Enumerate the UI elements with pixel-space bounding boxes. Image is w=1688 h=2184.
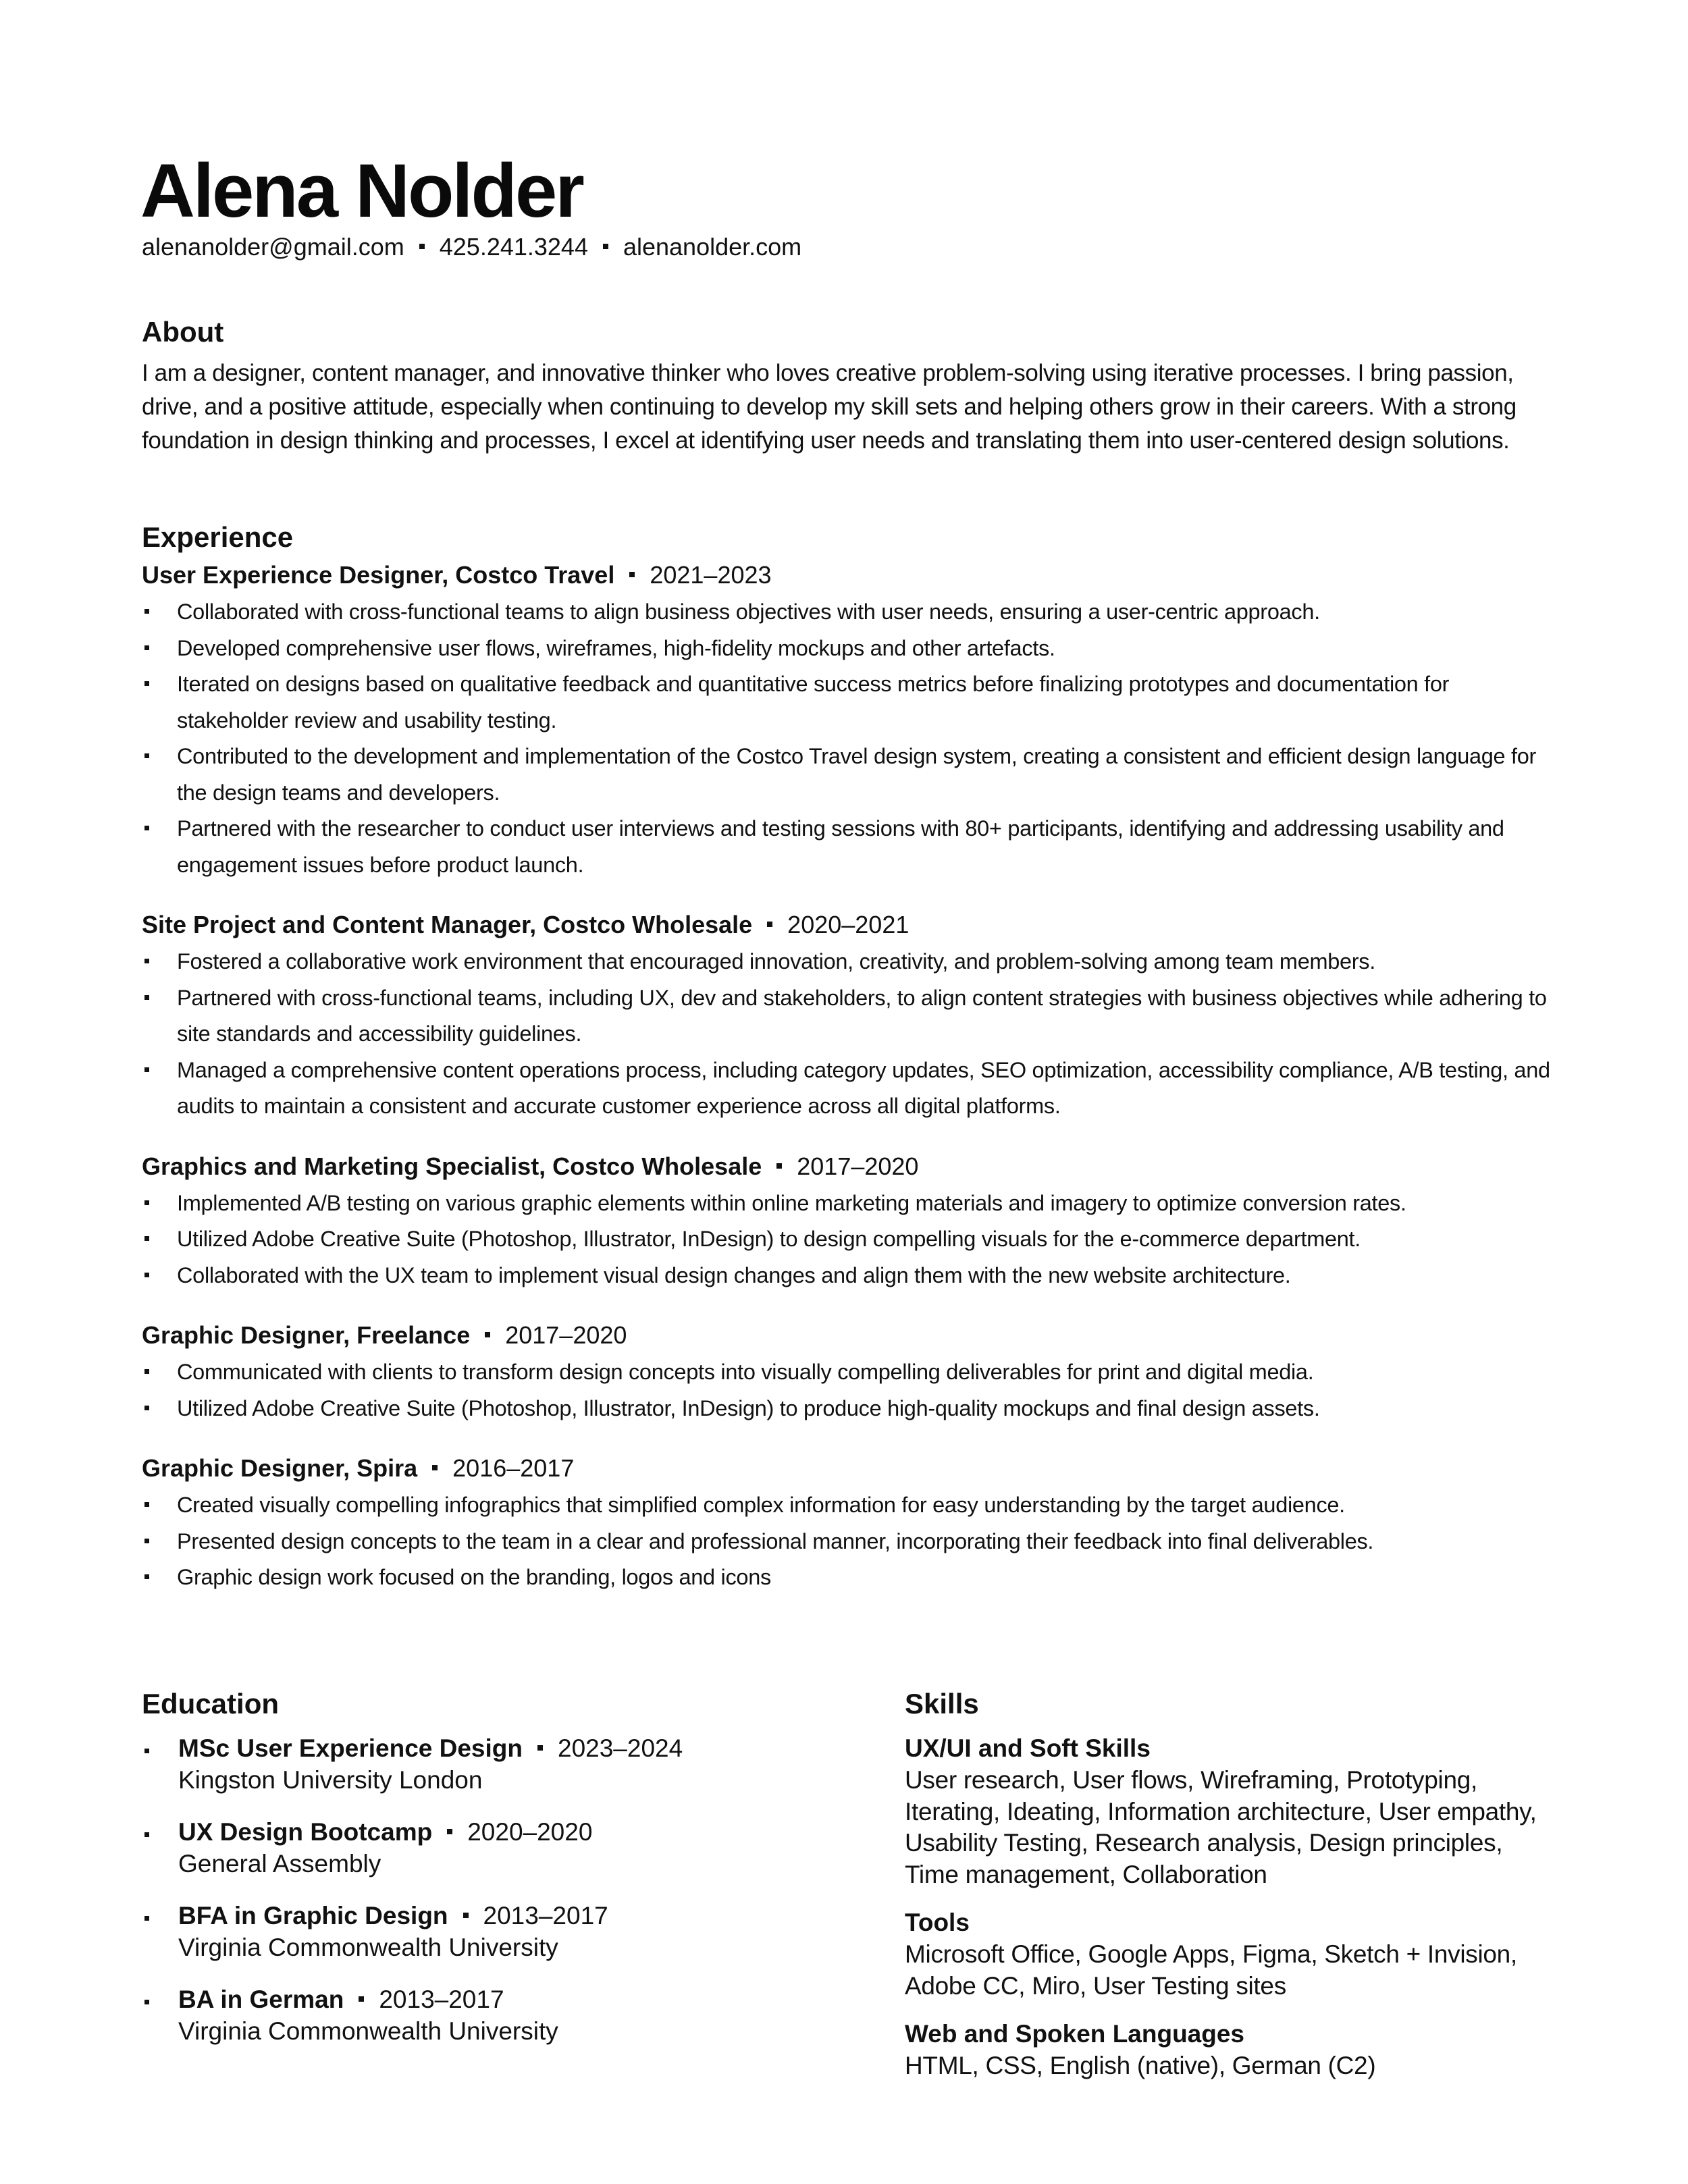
list-item — [142, 1053, 1553, 1125]
bullet-icon — [144, 826, 149, 830]
job-title: Site Project and Content Manager, Costco Wholesale — [142, 911, 753, 938]
education-degree: BA in German — [178, 1986, 344, 2013]
job-dates: 2017–2020 — [797, 1152, 919, 1180]
about-text: I am a designer, content manager, and innovative thinker who loves creative problem-solving using iterative processes. I bring passion, drive, and a positive attitude, especially when continuing to develop my skill sets and helping others grow in their careers. With a strong foundation in design thinking and processes, I excel at identifying user needs and translating them into user-centered design solutions. — [142, 360, 1516, 454]
education-section — [142, 1685, 817, 2067]
job-bullets — [142, 1354, 1553, 1427]
job-title: User Experience Designer, Costco Travel — [142, 561, 615, 589]
skill-group-title: UX/UI and Soft Skills — [905, 1734, 1151, 1762]
skill-group-text: Microsoft Office, Google Apps, Figma, Sketch + Invision, Adobe CC, Miro, User Testing sites — [905, 1940, 1517, 2000]
separator-icon — [629, 572, 635, 577]
education-degree: UX Design Bootcamp — [178, 1818, 433, 1846]
list-item — [142, 811, 1553, 883]
bullet-icon — [144, 959, 149, 963]
bullet-icon — [144, 1832, 149, 1837]
bullet-icon — [144, 995, 149, 1000]
bullet-text: Managed a comprehensive content operations process, including category updates, SEO optimization, accessibility compliance, A/B testing, and audits to maintain a consistent and accurate customer experience across all digital platforms. — [177, 1057, 1550, 1118]
skill-group-text: User research, User flows, Wireframing, Prototyping, Iterating, Ideating, Information architecture, User empathy, Usability Testing, Research analysis, Design principles, Time management, Collaboration — [905, 1766, 1537, 1888]
job-header — [142, 1148, 1553, 1186]
bullet-icon — [144, 1749, 149, 1753]
job-entry — [142, 1148, 1553, 1294]
bullet-text: Graphic design work focused on the branding, logos and icons — [177, 1565, 771, 1589]
list-item — [142, 1524, 1553, 1560]
job-header — [142, 1316, 1553, 1354]
separator-icon — [447, 1829, 452, 1834]
separator-icon — [463, 1913, 469, 1918]
education-school: Virginia Commonwealth University — [178, 2017, 558, 2045]
education-item — [142, 1732, 817, 1796]
email-link[interactable]: alenanolder@gmail.com — [142, 233, 404, 261]
education-school: General Assembly — [178, 1850, 381, 1877]
job-bullets — [142, 1186, 1553, 1294]
about-section — [142, 313, 1553, 458]
bullet-text: Fostered a collaborative work environment that encouraged innovation, creativity, and problem-solving among team members. — [177, 949, 1375, 974]
bullet-icon — [144, 1273, 149, 1277]
education-item — [142, 1900, 817, 1963]
education-item — [142, 1983, 817, 2047]
bullet-text: Iterated on designs based on qualitative feedback and quantitative success metrics before finalizing prototypes and documentation for stakeholder review and usability testing. — [177, 672, 1450, 733]
job-title: Graphic Designer, Spira — [142, 1454, 418, 1482]
bullet-icon — [144, 1539, 149, 1543]
education-heading: Education — [142, 1688, 280, 1720]
experience-section — [142, 518, 1553, 1619]
bullet-icon — [144, 1916, 149, 1921]
separator-icon — [603, 244, 608, 249]
skill-group-title: Web and Spoken Languages — [905, 2020, 1245, 2048]
list-item — [142, 594, 1553, 631]
phone-number[interactable]: 425.241.3244 — [439, 233, 588, 261]
job-dates: 2016–2017 — [452, 1454, 575, 1482]
separator-icon — [537, 1745, 543, 1751]
bullet-icon — [144, 681, 149, 686]
list-item — [142, 1221, 1553, 1258]
bullet-icon — [144, 1067, 149, 1072]
education-header — [178, 1900, 817, 1932]
bullet-icon — [144, 1406, 149, 1410]
list-item — [142, 1186, 1553, 1222]
bullet-text: Collaborated with the UX team to implement visual design changes and align them with the new website architecture. — [177, 1262, 1291, 1287]
bullet-text: Presented design concepts to the team in a clear and professional manner, incorporating their feedback into final deliverables. — [177, 1528, 1374, 1553]
bullet-icon — [144, 609, 149, 614]
education-dates: 2013–2017 — [483, 1902, 608, 1929]
skill-group — [905, 1732, 1560, 1890]
list-item — [142, 1354, 1553, 1391]
bullet-icon — [144, 1236, 149, 1241]
about-heading: About — [142, 316, 224, 348]
education-school: Virginia Commonwealth University — [178, 1934, 558, 1961]
skill-group — [905, 1907, 1560, 2002]
bullet-icon — [144, 1200, 149, 1205]
skill-group-text: HTML, CSS, English (native), German (C2) — [905, 2052, 1376, 2079]
separator-icon — [419, 244, 425, 249]
bullet-text: Utilized Adobe Creative Suite (Photoshop, Illustrator, InDesign) to design compelling visuals for the e-commerce department. — [177, 1227, 1361, 1251]
job-entry — [142, 906, 1553, 1125]
education-dates: 2020–2020 — [467, 1818, 593, 1846]
separator-icon — [359, 1996, 364, 2002]
list-item — [142, 980, 1553, 1053]
job-header — [142, 906, 1553, 944]
bullet-icon — [144, 1574, 149, 1579]
job-dates: 2021–2023 — [650, 561, 772, 589]
bullet-text: Communicated with clients to transform design concepts into visually compelling deliverables for print and digital media. — [177, 1360, 1314, 1384]
bullet-icon — [144, 1369, 149, 1374]
job-title: Graphics and Marketing Specialist, Costco Wholesale — [142, 1152, 762, 1180]
experience-heading: Experience — [142, 521, 294, 553]
candidate-name: Alena Nolder — [140, 149, 583, 233]
job-entry — [142, 1449, 1553, 1596]
job-entry — [142, 1316, 1553, 1427]
bullet-text: Partnered with cross-functional teams, including UX, dev and stakeholders, to align content strategies with business objectives while adhering to site standards and accessibility guidelines. — [177, 985, 1547, 1046]
bullet-icon — [144, 645, 149, 650]
education-item — [142, 1816, 817, 1880]
list-item — [142, 739, 1553, 811]
education-dates: 2013–2017 — [379, 1986, 504, 2013]
education-school: Kingston University London — [178, 1766, 483, 1794]
contact-line — [142, 231, 801, 263]
job-header — [142, 1449, 1553, 1487]
education-header — [178, 1983, 817, 2016]
education-header — [178, 1732, 817, 1765]
list-item — [142, 631, 1553, 667]
job-bullets — [142, 944, 1553, 1125]
education-dates: 2023–2024 — [558, 1734, 683, 1762]
job-bullets — [142, 1487, 1553, 1596]
bullet-icon — [144, 2000, 149, 2004]
education-degree: BFA in Graphic Design — [178, 1902, 448, 1929]
separator-icon — [767, 922, 772, 927]
education-degree: MSc User Experience Design — [178, 1734, 523, 1762]
separator-icon — [432, 1465, 438, 1470]
list-item — [142, 1258, 1553, 1294]
job-header — [142, 556, 1553, 594]
skill-group — [905, 2018, 1560, 2082]
separator-icon — [776, 1163, 782, 1169]
bullet-text: Implemented A/B testing on various graphic elements within online marketing materials and imagery to optimize conversion rates. — [177, 1190, 1406, 1215]
list-item — [142, 1560, 1553, 1596]
job-title: Graphic Designer, Freelance — [142, 1321, 471, 1349]
separator-icon — [485, 1332, 490, 1337]
bullet-icon — [144, 1502, 149, 1507]
list-item — [142, 944, 1553, 980]
job-entry — [142, 556, 1553, 883]
bullet-text: Collaborated with cross-functional teams to align business objectives with user needs, ensuring a user-centric approach. — [177, 600, 1320, 624]
list-item — [142, 1391, 1553, 1427]
skills-heading: Skills — [905, 1688, 979, 1720]
job-dates: 2017–2020 — [505, 1321, 627, 1349]
list-item — [142, 1487, 1553, 1524]
skills-section — [905, 1685, 1560, 2098]
list-item — [142, 666, 1553, 739]
bullet-text: Contributed to the development and implementation of the Costco Travel design system, creating a consistent and efficient design language for the design teams and developers. — [177, 744, 1537, 805]
bullet-text: Utilized Adobe Creative Suite (Photoshop, Illustrator, InDesign) to produce high-quality mockups and final design assets. — [177, 1395, 1320, 1420]
website-link[interactable]: alenanolder.com — [623, 233, 802, 261]
bullet-icon — [144, 753, 149, 758]
education-header — [178, 1816, 817, 1848]
bullet-text: Created visually compelling infographics that simplified complex information for easy understanding by the target audience. — [177, 1493, 1345, 1517]
skill-group-title: Tools — [905, 1909, 970, 1936]
job-bullets — [142, 594, 1553, 883]
bullet-text: Partnered with the researcher to conduct user interviews and testing sessions with 80+ participants, identifying and addressing usability and engagement issues before product launch. — [177, 816, 1504, 877]
bullet-text: Developed comprehensive user flows, wireframes, high-fidelity mockups and other artefacts. — [177, 635, 1055, 660]
job-dates: 2020–2021 — [787, 911, 909, 938]
